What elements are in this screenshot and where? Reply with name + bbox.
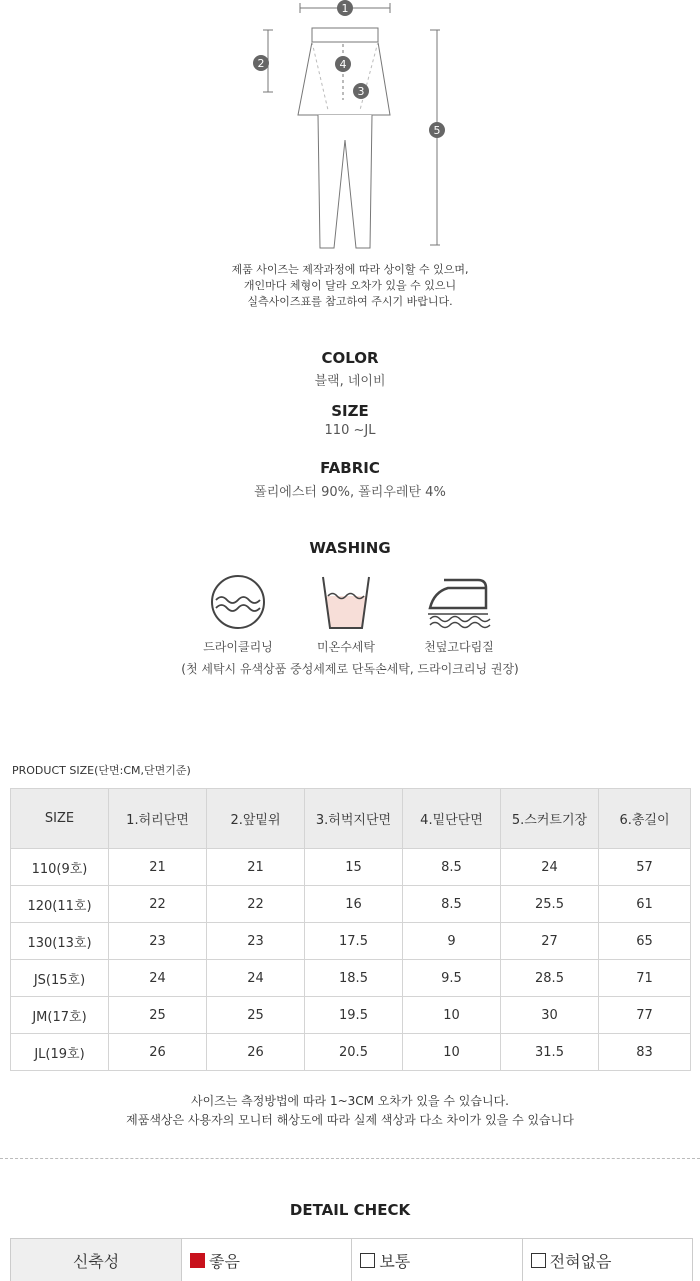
table-cell: 71 (599, 960, 691, 997)
table-cell: 8.5 (403, 849, 501, 886)
table-row (11, 1034, 691, 1071)
size-note-line: 개인마다 체형이 달라 오차가 있을 수 있으니 (243, 279, 457, 292)
table-cell: 9.5 (403, 960, 501, 997)
table-row (11, 849, 691, 886)
size-table-caption: PRODUCT SIZE(단면:CM,단면기준) (12, 764, 191, 777)
table-row (11, 886, 691, 923)
table-cell: 28.5 (501, 960, 599, 997)
option-none (523, 1239, 692, 1281)
table-cell: 25.5 (501, 886, 599, 923)
option-label: 전혀없음 (549, 1251, 612, 1271)
table-cell: 17.5 (305, 923, 403, 960)
table-cell: 21 (207, 849, 305, 886)
size-note (0, 262, 700, 310)
iron-label: 천덮고다림질 (424, 640, 494, 654)
table-cell: 25 (109, 997, 207, 1034)
table-row (11, 997, 691, 1034)
table-cell: 26 (207, 1034, 305, 1071)
table-cell: JM(17호) (11, 997, 109, 1034)
marker-1-label: 1 (341, 2, 349, 15)
header-cell: 6.총길이 (599, 789, 691, 849)
table-cell: 83 (599, 1034, 691, 1071)
table-cell: 24 (501, 849, 599, 886)
lukewarm-wash-icon (320, 574, 372, 630)
dry-clean-label: 드라이클리닝 (203, 640, 273, 654)
section-divider (0, 1158, 700, 1159)
table-cell: 30 (501, 997, 599, 1034)
table-row (11, 923, 691, 960)
header-cell: SIZE (11, 789, 109, 849)
table-cell: 31.5 (501, 1034, 599, 1071)
header-cell: 4.밑단단면 (403, 789, 501, 849)
marker-4-label: 4 (339, 58, 347, 71)
table-cell: 22 (109, 886, 207, 923)
color-value: 블랙, 네이비 (314, 374, 386, 389)
washing-note: (첫 세탁시 유색상품 중성세제로 단독손세탁, 드라이크리닝 권장) (181, 662, 519, 676)
table-cell: 22 (207, 886, 305, 923)
lukewarm-wash-label: 미온수세탁 (317, 640, 375, 654)
table-cell: 61 (599, 886, 691, 923)
marker-3-label: 3 (357, 85, 365, 98)
disclaimer-line: 제품색상은 사용자의 모니터 해상도에 따라 실제 색상과 다소 차이가 있을 수 있습니다 (126, 1113, 574, 1127)
option-normal (352, 1239, 522, 1281)
dry-clean-icon (207, 574, 269, 630)
table-cell: 10 (403, 1034, 501, 1071)
size-table (10, 788, 691, 1071)
table-cell: 8.5 (403, 886, 501, 923)
table-cell: 23 (109, 923, 207, 960)
option-label: 보통 (379, 1251, 411, 1271)
table-cell: 24 (207, 960, 305, 997)
color-title: COLOR (321, 349, 379, 367)
table-cell: 130(13호) (11, 923, 109, 960)
washing-title: WASHING (309, 539, 391, 557)
table-cell: 23 (207, 923, 305, 960)
table-cell: 19.5 (305, 997, 403, 1034)
table-cell: 120(11호) (11, 886, 109, 923)
stretch-label: 신축성 (11, 1239, 182, 1281)
disclaimer (0, 1092, 700, 1130)
table-cell: JS(15호) (11, 960, 109, 997)
table-cell: 110(9호) (11, 849, 109, 886)
size-title: SIZE (331, 402, 369, 420)
table-cell: JL(19호) (11, 1034, 109, 1071)
fabric-title: FABRIC (320, 459, 380, 477)
table-cell: 77 (599, 997, 691, 1034)
unchecked-box-icon (360, 1253, 375, 1268)
table-cell: 18.5 (305, 960, 403, 997)
garment-size-diagram (240, 0, 460, 260)
table-cell: 21 (109, 849, 207, 886)
size-value: 110 ~JL (324, 423, 376, 438)
detail-check-row (10, 1238, 693, 1281)
table-cell: 24 (109, 960, 207, 997)
table-cell: 57 (599, 849, 691, 886)
detail-check-title: DETAIL CHECK (289, 1201, 411, 1219)
header-cell: 1.허리단면 (109, 789, 207, 849)
header-cell: 2.앞밑위 (207, 789, 305, 849)
table-cell: 65 (599, 923, 691, 960)
header-cell: 3.허벅지단면 (305, 789, 403, 849)
option-label: 좋음 (209, 1251, 240, 1271)
table-cell: 26 (109, 1034, 207, 1071)
table-cell: 16 (305, 886, 403, 923)
table-cell: 25 (207, 997, 305, 1034)
fabric-value: 폴리에스터 90%, 폴리우레탄 4% (254, 485, 446, 500)
table-cell: 9 (403, 923, 501, 960)
table-cell: 10 (403, 997, 501, 1034)
table-cell: 20.5 (305, 1034, 403, 1071)
table-cell: 15 (305, 849, 403, 886)
iron-with-cloth-icon (426, 574, 492, 630)
marker-2-label: 2 (257, 57, 265, 70)
header-cell: 5.스커트기장 (501, 789, 599, 849)
disclaimer-line: 사이즈는 측정방법에 따라 1~3CM 오차가 있을 수 있습니다. (190, 1094, 509, 1108)
table-row (11, 960, 691, 997)
size-note-line: 제품 사이즈는 제작과정에 따라 상이할 수 있으며, (231, 263, 469, 276)
table-cell: 27 (501, 923, 599, 960)
size-note-line: 실측사이즈표를 참고하여 주시기 바랍니다. (247, 295, 453, 308)
checked-box-icon (190, 1253, 205, 1268)
option-good (182, 1239, 352, 1281)
unchecked-box-icon (531, 1253, 546, 1268)
marker-5-label: 5 (433, 124, 441, 137)
table-header-row (11, 789, 691, 849)
